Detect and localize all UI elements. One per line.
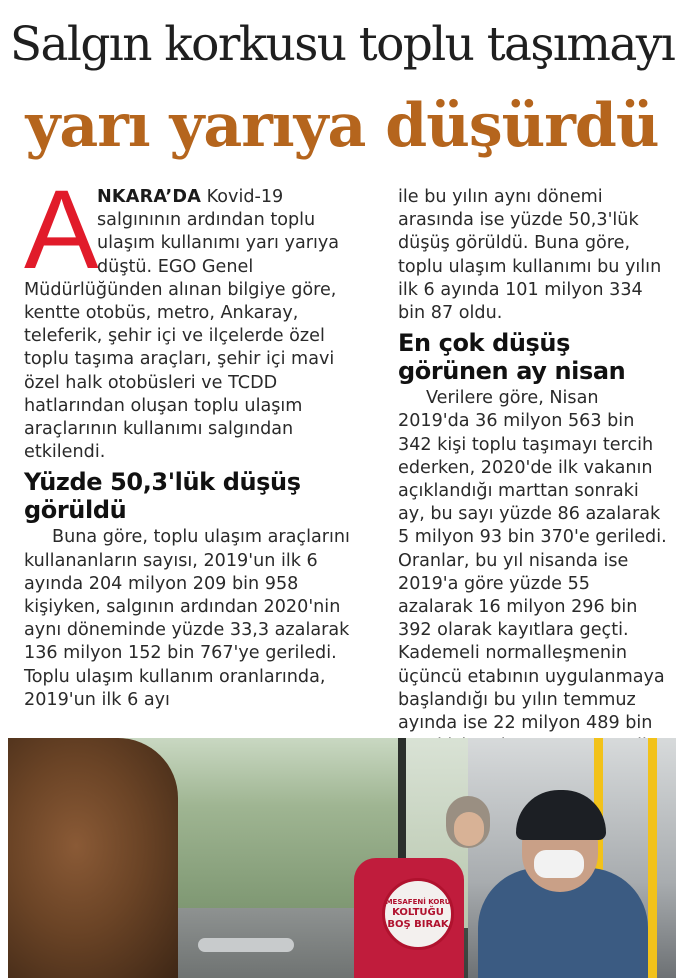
paragraph-4: Verilere göre, Nisan 2019'da 36 milyon 563 bin 342 kişi toplu taşımayı tercih ederken, 2020'de ilk vakanın açıklandığı marttan sonraki ay, bu sayı yüzde 86 azalarak 5 milyon 93 bin 370'e geriledi. Oranlar, bu yıl nisanda ise 2019'a göre yüzde 55 azalarak 16 milyon 296 bin 392 olarak kayıtlara geçti. Kademeli normalleşmenin üçüncü etabının uygulanmaya başlandığı bu yılın temmuz ayında ise 22 milyon 489 bin [398, 388, 667, 734]
paragraph-2: Buna göre, toplu ulaşım araçlarını kullananların sayısı, 2019'un ilk 6 ayında 204 milyon 209 bin 958 kişiyken, salgının ardından 2020'nin aynı döneminde yüzde 33,3 azalarak 136 milyon 152 bin 767'ye geriledi. Toplu ulaşım kullanım oranlarında, 2019'un ilk 6 ayı [24, 527, 350, 710]
badge-line-1: MESAFENİ KORU [385, 897, 451, 906]
badge-line-2: KOLTUĞU [392, 906, 444, 918]
passenger-cap [516, 790, 606, 840]
lead-paragraph-text: Kovid-19 salgınının ardından toplu ulaşım kullanımı yarı yarıya düştü. EGO Genel Müdürlüğünden alınan bilgiye göre, kentte otobüs, metro, Ankaray, teleferik, şehir içi ve ilçelerde özel toplu taşıma araçları, şehir içi mavi özel halk otobüsleri ve TCDD hatlarından oluşan toplu ulaşım araçlarının kullanımı salgından etkilendi. [24, 187, 340, 463]
yellow-pole [648, 738, 657, 978]
subhead-1: Yüzde 50,3'lük düşüş görüldü [24, 468, 301, 525]
passenger-mask [534, 850, 584, 878]
article-column-2 [398, 186, 668, 782]
news-photo-bus-interior [8, 738, 676, 978]
passenger-right [478, 778, 648, 978]
paragraph-3: ile bu yılın aynı dönemi arasında ise yüzde 50,3'lük düşüş görüldü. Buna göre, toplu ulaşım kullanımı bu yılın ilk 6 ayında 101 milyon 334 bin 87 oldu. [398, 187, 662, 324]
subhead-2: En çok düşüş görünen ay nisan [398, 329, 626, 386]
lead-paragraph [24, 167, 364, 464]
headline-line-1: Salgın korkusu toplu taşımayı [9, 17, 675, 72]
seat-distance-badge [382, 878, 454, 950]
lead-word: NKARA’DA [97, 187, 202, 207]
grab-handle [198, 938, 294, 952]
headline-line-2: yarı yarıya düşürdü [25, 91, 659, 161]
passenger-left [8, 738, 178, 978]
dropcap-letter: A [24, 167, 99, 292]
article-column-1 [24, 167, 364, 712]
badge-line-3: BOŞ BIRAK [387, 918, 449, 930]
